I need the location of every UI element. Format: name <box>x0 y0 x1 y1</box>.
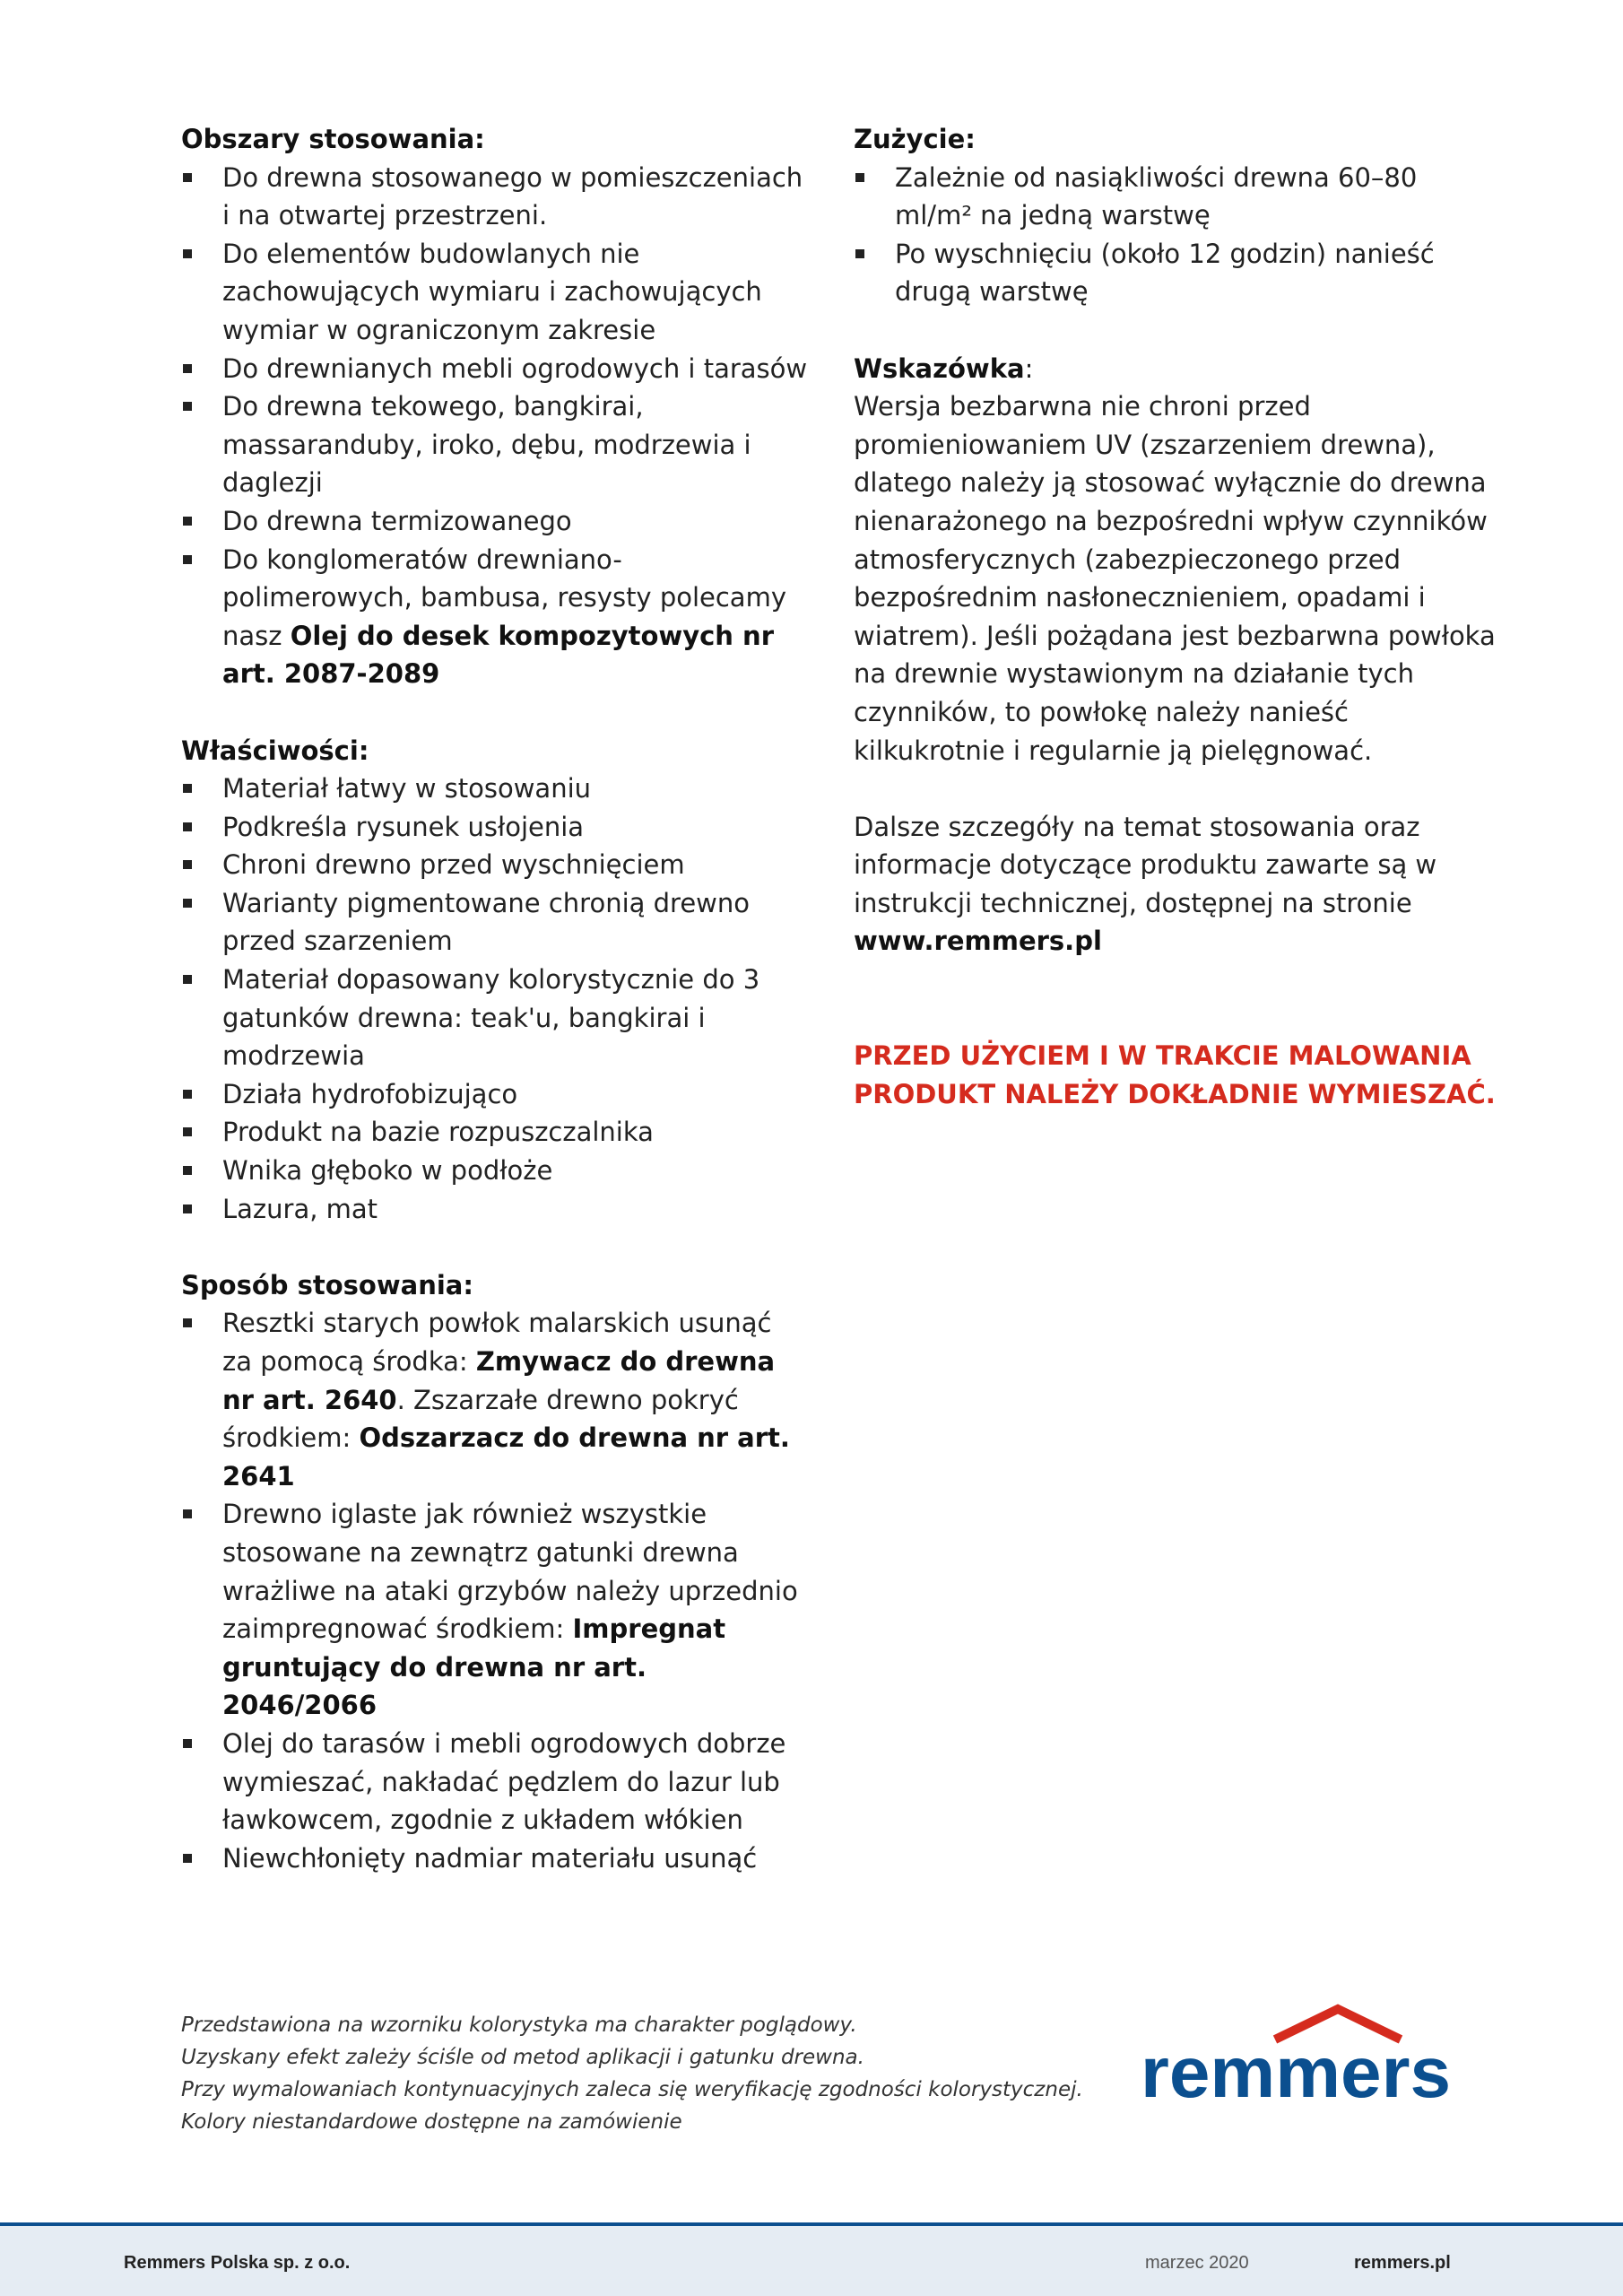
consumption-list <box>854 159 1499 311</box>
details-link[interactable]: www.remmers.pl <box>854 926 1102 957</box>
list-item <box>181 1152 809 1190</box>
hint-heading <box>854 350 1499 388</box>
hint-colon: : <box>1024 352 1034 384</box>
usage-title: Sposób stosowania: <box>181 1269 473 1300</box>
item-text: Do elementów budowlanych nie zachowujących wymiaru i zachowujących wymiar w ograniczonym zakresie <box>222 238 762 345</box>
disclaimer-line-3: Przy wymalowaniach kontynuacyjnych zaleca się weryfikację zgodności kolorystycznej. <box>181 2078 1083 2101</box>
list-item <box>181 1190 809 1229</box>
list-item <box>181 961 809 1075</box>
right-column <box>854 120 1499 1152</box>
hint-title: Wskazówka <box>854 352 1025 384</box>
item-text: . Zszarzałe drewno pokryć środkiem: <box>222 1384 739 1454</box>
applications-section <box>181 120 809 693</box>
item-text: Olej do tarasów i mebli ogrodowych dobrze wymieszać, nakładać pędzlem do lazur lub ławkowcem, zgodnie z układem włókien <box>222 1727 786 1836</box>
consumption-title: Zużycie: <box>854 124 976 154</box>
usage-list <box>181 1304 809 1877</box>
page-footer <box>0 2226 1623 2296</box>
consumption-section <box>854 120 1499 311</box>
list-item <box>181 350 809 388</box>
remmers-logo <box>1139 2002 1453 2106</box>
item-text: Wnika głęboko w podłoże <box>222 1155 553 1187</box>
item-text: Resztki starych powłok malarskich usunąć za pomocą środka: <box>222 1308 772 1377</box>
details-paragraph <box>854 808 1499 961</box>
item-text: Do drewnianych mebli ogrodowych i tarasów <box>222 352 808 384</box>
item-text: Po wyschnięciu (około 12 godzin) nanieść drugą warstwę <box>895 238 1435 308</box>
applications-title: Obszary stosowania: <box>181 124 485 154</box>
list-item <box>181 159 809 235</box>
list-item <box>181 541 809 693</box>
bold-text: Olej do desek kompozytowych nr art. 2087-2089 <box>222 620 774 690</box>
disclaimer-line-2: Uzyskany efekt zależy ściśle od metod aplikacji i gatunku drewna. <box>181 2046 864 2069</box>
item-text: Działa hydrofobizująco <box>222 1078 518 1109</box>
list-item <box>181 846 809 884</box>
footer-website[interactable]: remmers.pl <box>1354 2253 1451 2273</box>
usage-section <box>181 1266 809 1878</box>
item-text: Drewno iglaste jak również wszystkie stosowane na zewnątrz gatunki drewna wrażliwe na ataki grzybów należy uprzednio zaimpregnować środkiem: <box>222 1499 798 1645</box>
list-item <box>181 1839 809 1878</box>
list-item <box>181 502 809 541</box>
item-text: Niewchłonięty nadmiar materiału usunąć <box>222 1842 758 1874</box>
bold-text: Impregnat gruntujący do drewna nr art. 2046/2066 <box>222 1613 726 1721</box>
footer-date: marzec 2020 <box>1145 2253 1249 2273</box>
details-text: Dalsze szczegóły na temat stosowania oraz informacje dotyczące produktu zawarte są w instrukcji technicznej, dostępnej na stronie <box>854 811 1437 918</box>
list-item <box>854 235 1499 311</box>
color-disclaimer <box>181 2009 1167 2138</box>
bold-text: Zmywacz do drewna nr art. 2640 <box>222 1346 776 1415</box>
item-text: Zależnie od nasiąkliwości drewna 60–80 ml/m² na jedną warstwę <box>895 161 1418 231</box>
list-item <box>181 770 809 808</box>
properties-title: Właściwości: <box>181 735 369 766</box>
list-item <box>181 235 809 350</box>
item-text: Materiał łatwy w stosowaniu <box>222 773 592 804</box>
item-text: Do drewna tekowego, bangkirai, massaranduby, iroko, dębu, modrzewia i daglezji <box>222 391 751 499</box>
item-text: Do drewna termizowanego <box>222 505 572 536</box>
disclaimer-line-1: Przedstawiona na wzorniku kolorystyka ma charakter poglądowy. <box>181 2013 857 2037</box>
warning-line-2: PRODUKT NALEŻY DOKŁADNIE WYMIESZAĆ. <box>854 1078 1496 1109</box>
properties-section <box>181 732 809 1229</box>
item-text: Do drewna stosowanego w pomieszczeniach i na otwartej przestrzeni. <box>222 161 803 231</box>
list-item <box>854 159 1499 235</box>
list-item <box>181 1075 809 1114</box>
warning-section <box>854 1037 1499 1113</box>
properties-list <box>181 770 809 1228</box>
item-text: Produkt na bazie rozpuszczalnika <box>222 1117 654 1148</box>
list-item <box>181 808 809 847</box>
item-text: Materiał dopasowany kolorystycznie do 3 gatunków drewna: teak'u, bangkirai i modrzewia <box>222 964 760 1072</box>
item-text: Chroni drewno przed wyschnięciem <box>222 849 685 881</box>
left-column <box>181 120 809 1916</box>
list-item <box>181 1495 809 1725</box>
list-item <box>181 884 809 961</box>
list-item <box>181 1725 809 1839</box>
logo-text: remmers <box>1141 2032 1451 2106</box>
disclaimer-line-4: Kolory niestandardowe dostępne na zamówienie <box>181 2110 682 2134</box>
hint-text: Wersja bezbarwna nie chroni przed promieniowaniem UV (zszarzeniem drewna), dlatego należy ją stosować wyłącznie do drewna nienarażonego na bezpośredni wpływ czynników atmosferycznych (zabezpieczonego przed bezpośrednim nasłonecznieniem, opadami i wiatrem). Jeśli pożądana jest bezbarwna powłoka na drewnie wystawionym na działanie tych czynników, to powłokę należy nanieść kilkukrotnie i regularnie ją pielęgnować. <box>854 391 1496 766</box>
hint-section <box>854 350 1499 770</box>
item-text: Warianty pigmentowane chronią drewno przed szarzeniem <box>222 887 751 957</box>
list-item <box>181 387 809 502</box>
warning-line-1: PRZED UŻYCIEM I W TRAKCIE MALOWANIA <box>854 1040 1471 1072</box>
details-section <box>854 808 1499 961</box>
bold-text: Odszarzacz do drewna nr art. 2641 <box>222 1422 790 1492</box>
list-item <box>181 1113 809 1152</box>
list-item <box>181 1304 809 1495</box>
item-text: Do konglomeratów drewniano-polimerowych, bambusa, resysty polecamy nasz <box>222 544 786 651</box>
item-text: Podkreśla rysunek usłojenia <box>222 811 585 842</box>
footer-company: Remmers Polska sp. z o.o. <box>124 2253 351 2273</box>
applications-list <box>181 159 809 693</box>
item-text: Lazura, mat <box>222 1193 378 1224</box>
